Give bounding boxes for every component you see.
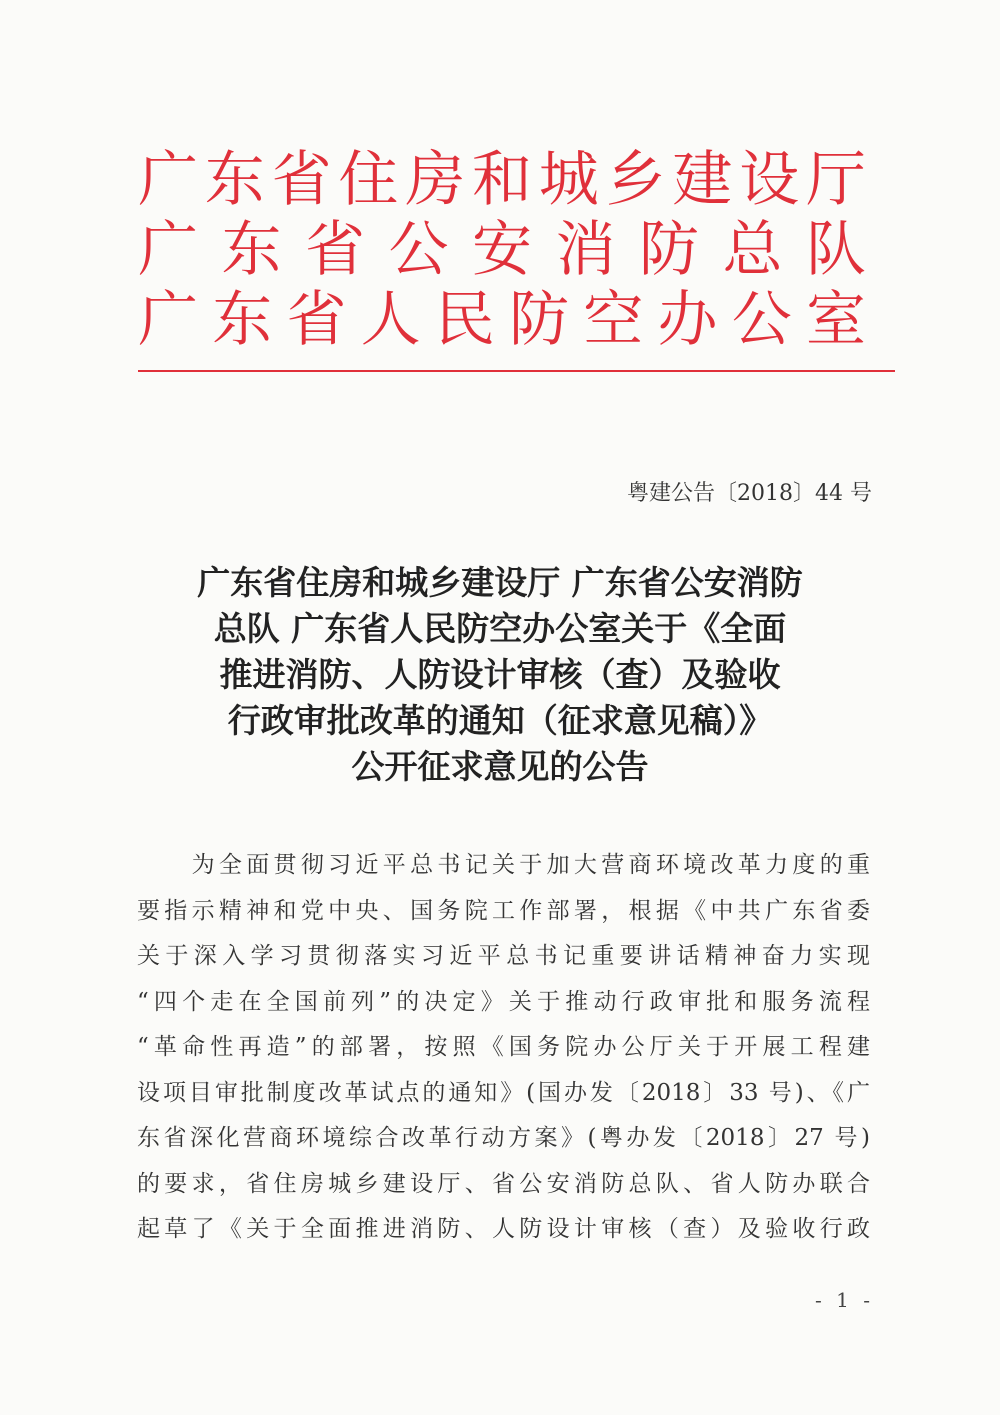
body-line: 东省深化营商环境综合改革行动方案》(粤办发〔2018〕27 号) bbox=[137, 1125, 870, 1151]
body-line: “革命性再造”的部署，按照《国务院办公厅关于开展工程建 bbox=[137, 1034, 870, 1060]
document-number: 粤建公告〔2018〕44 号 bbox=[627, 481, 872, 506]
title-line: 公开征求意见的公告 bbox=[351, 747, 649, 786]
document-title bbox=[120, 560, 880, 790]
title-line: 总队 广东省人民防空办公室关于《全面 bbox=[213, 609, 787, 648]
body-line: 要指示精神和党中央、国务院工作部署，根据《中共广东省委 bbox=[137, 897, 870, 924]
letterhead-issuer-1: 广东省住房和城乡建设厅 bbox=[138, 145, 866, 215]
title-line: 行政审批改革的通知（征求意见稿）》 bbox=[227, 701, 773, 740]
title-line: 推进消防、人防设计审核（查）及验收 bbox=[219, 655, 781, 694]
body-line: 为全面贯彻习近平总书记关于加大营商环境改革力度的重 bbox=[137, 852, 870, 878]
body-line: 起草了《关于全面推进消防、人防设计审核（查）及验收行政 bbox=[137, 1216, 870, 1242]
body-paragraph bbox=[137, 843, 870, 1253]
body-line: “四个走在全国前列”的决定》关于推动行政审批和服务流程 bbox=[137, 988, 870, 1015]
body-line: 关于深入学习贯彻落实习近平总书记重要讲话精神奋力实现 bbox=[137, 943, 870, 969]
title-line: 广东省住房和城乡建设厅 广东省公安消防 bbox=[197, 563, 803, 602]
body-line: 设项目审批制度改革试点的通知》(国办发〔2018〕33 号)、《广 bbox=[137, 1079, 870, 1106]
letterhead-issuer-2: 广东省公安消防总队 bbox=[138, 215, 866, 285]
body-line: 的要求，省住房城乡建设厅、省公安消防总队、省人防办联合 bbox=[137, 1170, 870, 1197]
letterhead-divider bbox=[138, 370, 895, 372]
letterhead-issuer-3: 广东省人民防空办公室 bbox=[138, 285, 866, 355]
page-number: - 1 - bbox=[815, 1288, 874, 1312]
